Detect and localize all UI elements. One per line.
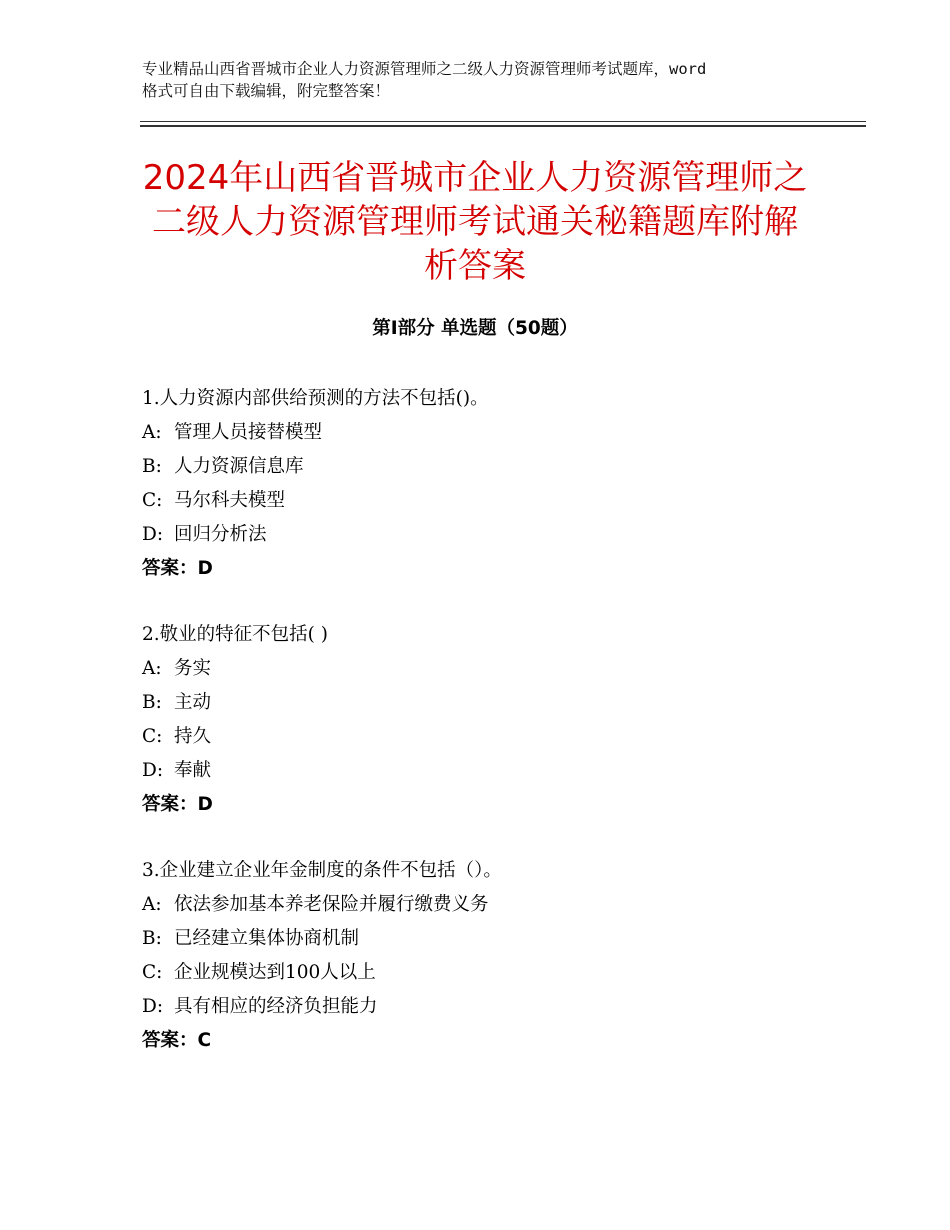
question-3: [142, 854, 842, 1058]
option-b: [142, 450, 842, 484]
option-text: 奉献: [174, 760, 212, 781]
option-letter: C:: [142, 962, 163, 983]
question-stem: 1.人力资源内部供给预测的方法不包括()。: [142, 388, 489, 409]
option-a: [142, 888, 842, 922]
header-note-line-2: 格式可自由下载编辑，附完整答案！: [142, 82, 391, 100]
question-list: [142, 382, 842, 1090]
option-letter: D:: [142, 524, 164, 545]
option-d: [142, 518, 842, 552]
option-a: [142, 416, 842, 450]
option-b: [142, 922, 842, 956]
option-c: [142, 720, 842, 754]
option-text: 人力资源信息库: [174, 456, 304, 477]
option-text: 管理人员接替模型: [174, 422, 323, 443]
option-letter: D:: [142, 996, 164, 1017]
option-text: 马尔科夫模型: [174, 490, 286, 511]
document-title-line-3: 析答案: [424, 246, 526, 286]
option-letter: A:: [142, 658, 162, 679]
answer-label: 答案：D: [142, 558, 213, 579]
option-a: [142, 652, 842, 686]
question-stem: 3.企业建立企业年金制度的条件不包括（）。: [142, 860, 502, 881]
document-title-line-2: 二级人力资源管理师考试通关秘籍题库附解: [152, 202, 798, 242]
option-b: [142, 686, 842, 720]
option-text: 具有相应的经济负担能力: [174, 996, 378, 1017]
option-text: 回归分析法: [174, 524, 267, 545]
option-letter: B:: [142, 928, 162, 949]
option-text: 企业规模达到100人以上: [174, 962, 376, 983]
answer-label: 答案：C: [142, 1030, 212, 1051]
header-divider-thick: [140, 125, 866, 127]
option-letter: D:: [142, 760, 164, 781]
option-letter: A:: [142, 894, 162, 915]
option-text: 依法参加基本养老保险并履行缴费义务: [174, 894, 489, 915]
option-letter: A:: [142, 422, 162, 443]
question-1: [142, 382, 842, 586]
option-c: [142, 484, 842, 518]
answer-label: 答案：D: [142, 794, 213, 815]
option-d: [142, 754, 842, 788]
option-letter: B:: [142, 456, 162, 477]
question-stem: 2.敬业的特征不包括( ): [142, 624, 328, 645]
option-letter: C:: [142, 726, 163, 747]
section-title: 第Ⅰ部分 单选题（50题）: [372, 318, 578, 339]
question-2: [142, 618, 842, 822]
option-text: 持久: [174, 726, 212, 747]
option-d: [142, 990, 842, 1024]
option-text: 务实: [174, 658, 212, 679]
option-text: 已经建立集体协商机制: [174, 928, 360, 949]
option-letter: C:: [142, 490, 163, 511]
header-divider-thin: [140, 121, 866, 122]
option-text: 主动: [174, 692, 212, 713]
header-note-line-1: 专业精品山西省晋城市企业人力资源管理师之二级人力资源管理师考试题库，word: [142, 60, 707, 78]
option-letter: B:: [142, 692, 162, 713]
header-note: [142, 58, 822, 102]
option-c: [142, 956, 842, 990]
document-title: [140, 156, 810, 288]
document-title-line-1: 2024年山西省晋城市企业人力资源管理师之: [142, 158, 808, 198]
